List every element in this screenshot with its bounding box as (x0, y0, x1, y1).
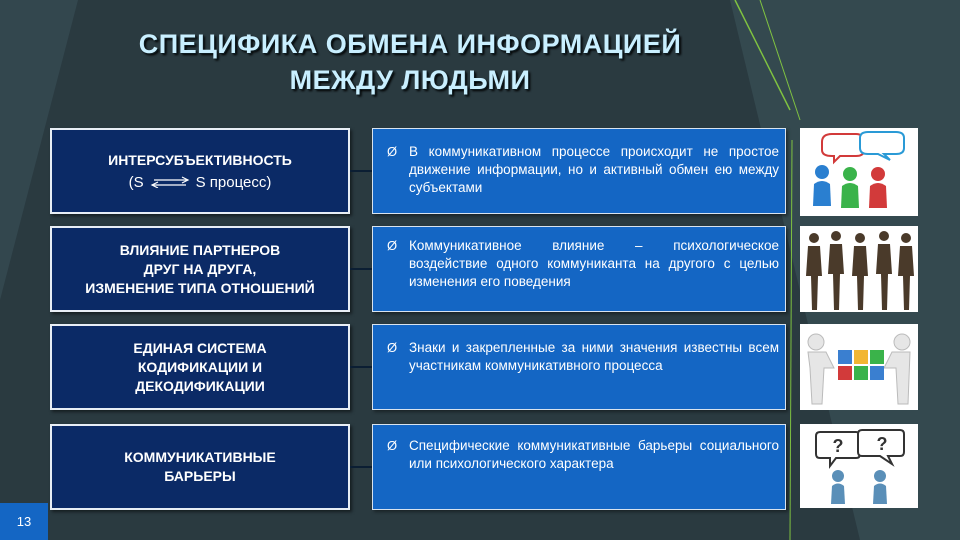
description-text: Специфические коммуникативные барьеры социального или психологического характера (409, 438, 779, 471)
puzzle-people-icon (800, 324, 918, 410)
concept-box-barriers (50, 424, 350, 510)
concept-label-line: ЕДИНАЯ СИСТЕМА (133, 339, 267, 356)
subject-s-left: (S (128, 173, 144, 191)
concept-label-line: КОДИФИКАЦИИ И (137, 358, 263, 375)
svg-text:?: ? (876, 434, 888, 454)
title-line-1: СПЕЦИФИКА ОБМЕНА ИНФОРМАЦИЕЙ (138, 29, 682, 59)
row-connector (350, 366, 372, 368)
concept-subtitle (52, 173, 348, 192)
concept-label-line: ДРУГ НА ДРУГА, (143, 260, 257, 277)
row-connector (350, 170, 372, 172)
row-connector (350, 268, 372, 270)
description-box (372, 128, 786, 214)
concept-box-partner-influence (50, 226, 350, 312)
concept-box-intersubjectivity (50, 128, 350, 214)
description-text: В коммуникативном процессе происходит не простое движение информации, но и активный обмен ею между субъектами (409, 144, 779, 195)
arrow-bullet-icon: Ø (387, 340, 398, 355)
svg-text:?: ? (832, 436, 844, 456)
title-line-2: МЕЖДУ ЛЮДЬМИ (289, 65, 531, 95)
description-box (372, 324, 786, 410)
concept-label-line: БАРЬЕРЫ (164, 468, 236, 484)
people-speech-bubbles-icon (800, 128, 918, 216)
arrow-bullet-icon: Ø (387, 144, 398, 159)
concept-label-line: КОММУНИКАТИВНЫЕ (124, 449, 276, 465)
page-number: 13 (0, 503, 48, 540)
concept-box-coding-system (50, 324, 350, 410)
concept-label-line: ИЗМЕНЕНИЕ ТИПА ОТНОШЕНИЙ (85, 279, 315, 296)
double-arrow-icon (150, 176, 190, 188)
business-silhouettes-icon (800, 226, 918, 312)
subject-s-right: S процесс) (195, 173, 272, 191)
row-connector (350, 466, 372, 468)
slide-title (60, 26, 760, 98)
description-text: Коммуникативное влияние – психологическое воздействие одного коммуниканта на другого с целью изменения его поведения (409, 238, 779, 289)
arrow-bullet-icon: Ø (387, 238, 398, 253)
description-box (372, 226, 786, 312)
description-box (372, 424, 786, 510)
concept-label-line: ВЛИЯНИЕ ПАРТНЕРОВ (119, 241, 281, 258)
description-text: Знаки и закрепленные за ними значения известны всем участникам коммуникативного процесса (409, 340, 779, 373)
concept-label: ИНТЕРСУБЪЕКТИВНОСТЬ (108, 151, 292, 168)
concept-label-line: ДЕКОДИФИКАЦИИ (135, 377, 265, 394)
question-bubbles-icon (800, 424, 918, 508)
arrow-bullet-icon: Ø (387, 438, 398, 453)
